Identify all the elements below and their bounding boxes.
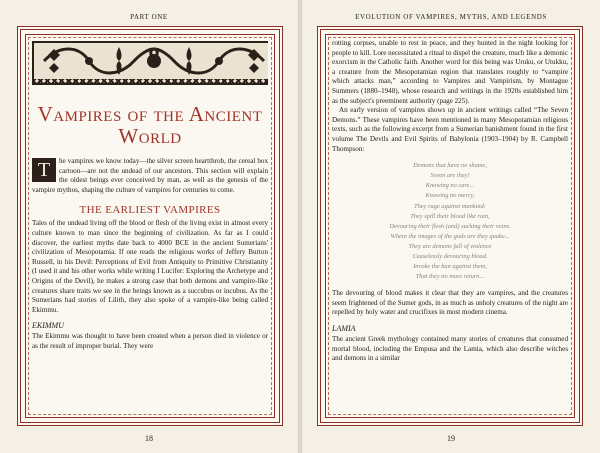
quoted-verse — [332, 161, 568, 282]
verse-line: Knowing no care... — [425, 182, 475, 190]
verse-line: That they no more return... — [415, 273, 485, 281]
body-paragraph: The devouring of blood makes it clear that they are vampires, and the creatures seem frightened of the Sumer gods, in as much as unholy creatures of the night are repelled by holy water and crucifixes in most modern cinema. — [332, 289, 568, 317]
body-paragraph: rotting corpses, unable to rest in peace, and they hunted in the night looking for people to kill. Lore necessitated a ritual to dispel the creature, much like a demonic exorcism in the Catholic faith. Another word for this being was Uruku, or Utukku, a creature from the Mesopotamian region that translates roughly to “vampire which attacks man,” according to Vampires and Vampirism, by Montague Summers (1880–1948), whose research and writings in the 1920s established him as the subject's preeminent authority (page 225). — [332, 39, 568, 105]
verse-line: Ceaselessly devouring blood. — [412, 252, 488, 260]
drop-cap: T — [32, 158, 56, 182]
intro-text: he vampires we know today—the silver screen heartthrob, the cereal box cartoon—are not the undead of our ancestors. This section will explain the oldest beings ever conceived by man, as well as the genesis of the vampire mythos, shaping the culture of vampires for centuries to come. — [32, 157, 268, 194]
chapter-title: Vampires of the Ancient World — [37, 102, 263, 148]
running-head-right: EVOLUTION OF VAMPIRES, MYTHS, AND LEGENDS — [355, 13, 547, 21]
subsection-paragraph: The Ekimmu was thought to have been created when a person died in violence or as the result of improper burial. They were — [32, 332, 268, 350]
intro-paragraph — [32, 157, 268, 195]
right-page — [302, 0, 600, 453]
decorative-ornament-banner — [32, 41, 268, 85]
page-number-right: 19 — [447, 434, 455, 443]
section-heading: THE EARLIEST VAMPIRES — [79, 204, 221, 217]
right-page-content — [332, 39, 568, 414]
left-page — [0, 0, 298, 453]
running-head-left: PART ONE — [130, 13, 168, 21]
subsection-paragraph: The ancient Greek mythology contained many stories of creatures that consumed mortal blood, including the Empusa and the Lamia, which also describe witches and demons in a similar — [332, 335, 568, 363]
verse-line: They spill their blood like rain, — [410, 212, 490, 220]
subsection-heading: LAMIA — [332, 324, 356, 334]
subsection-heading: EKIMMU — [32, 321, 64, 331]
page-border-frame — [317, 26, 583, 426]
body-paragraph: An early version of vampires shows up in ancient writings called “The Seven Demons.” These vampires have been mentioned in many Mesopotamian religious texts, such as the following excerpt from a Sumerian banishment found in the first volume The Devils and Evil Spirits of Babylonia (1903–1904) by R. Campbell Thompson: — [332, 106, 568, 153]
ornament-scroll-icon — [34, 43, 268, 79]
verse-line: Devouring their flesh (and) sucking their veins. — [389, 222, 511, 230]
page-number-left: 18 — [145, 434, 153, 443]
left-page-content — [32, 39, 268, 414]
verse-line: They rage against mankind: — [414, 202, 486, 210]
verse-line: They are demons full of violence — [408, 242, 492, 250]
section-paragraph: Tales of the undead living off the blood or flesh of the living exist in almost every culture known to man since the beginning of civilization. As far as I could discover, the earliest myths date back to 4000 BCE in the ancient Sumerians' civilization of Mesopotamia. If one reads the religious works of Jeffery Burton Russell, in his Devil: Perceptions of Evil from Antiquity to Primitive Christianity (I used it and his other works while writing I Lucifer: Exploring the Archetype and Origins of the Devil), he makes a strong case that both demons and vampire-like creatures share traits we see in the beings known as a succubus or incubus. As the Sumerians had stories of Lilith, they also spoke of a vampire-like being called Ekimmu. — [32, 219, 268, 314]
verse-line: Knowing no mercy, — [425, 192, 475, 200]
page-border-frame — [17, 26, 283, 426]
verse-line: Seven are they! — [430, 172, 470, 180]
verse-line: Invoke the ban against them, — [413, 263, 487, 271]
verse-line: Where the images of the gods are they quake... — [390, 232, 510, 240]
verse-line: Demons that have no shame, — [413, 162, 487, 170]
